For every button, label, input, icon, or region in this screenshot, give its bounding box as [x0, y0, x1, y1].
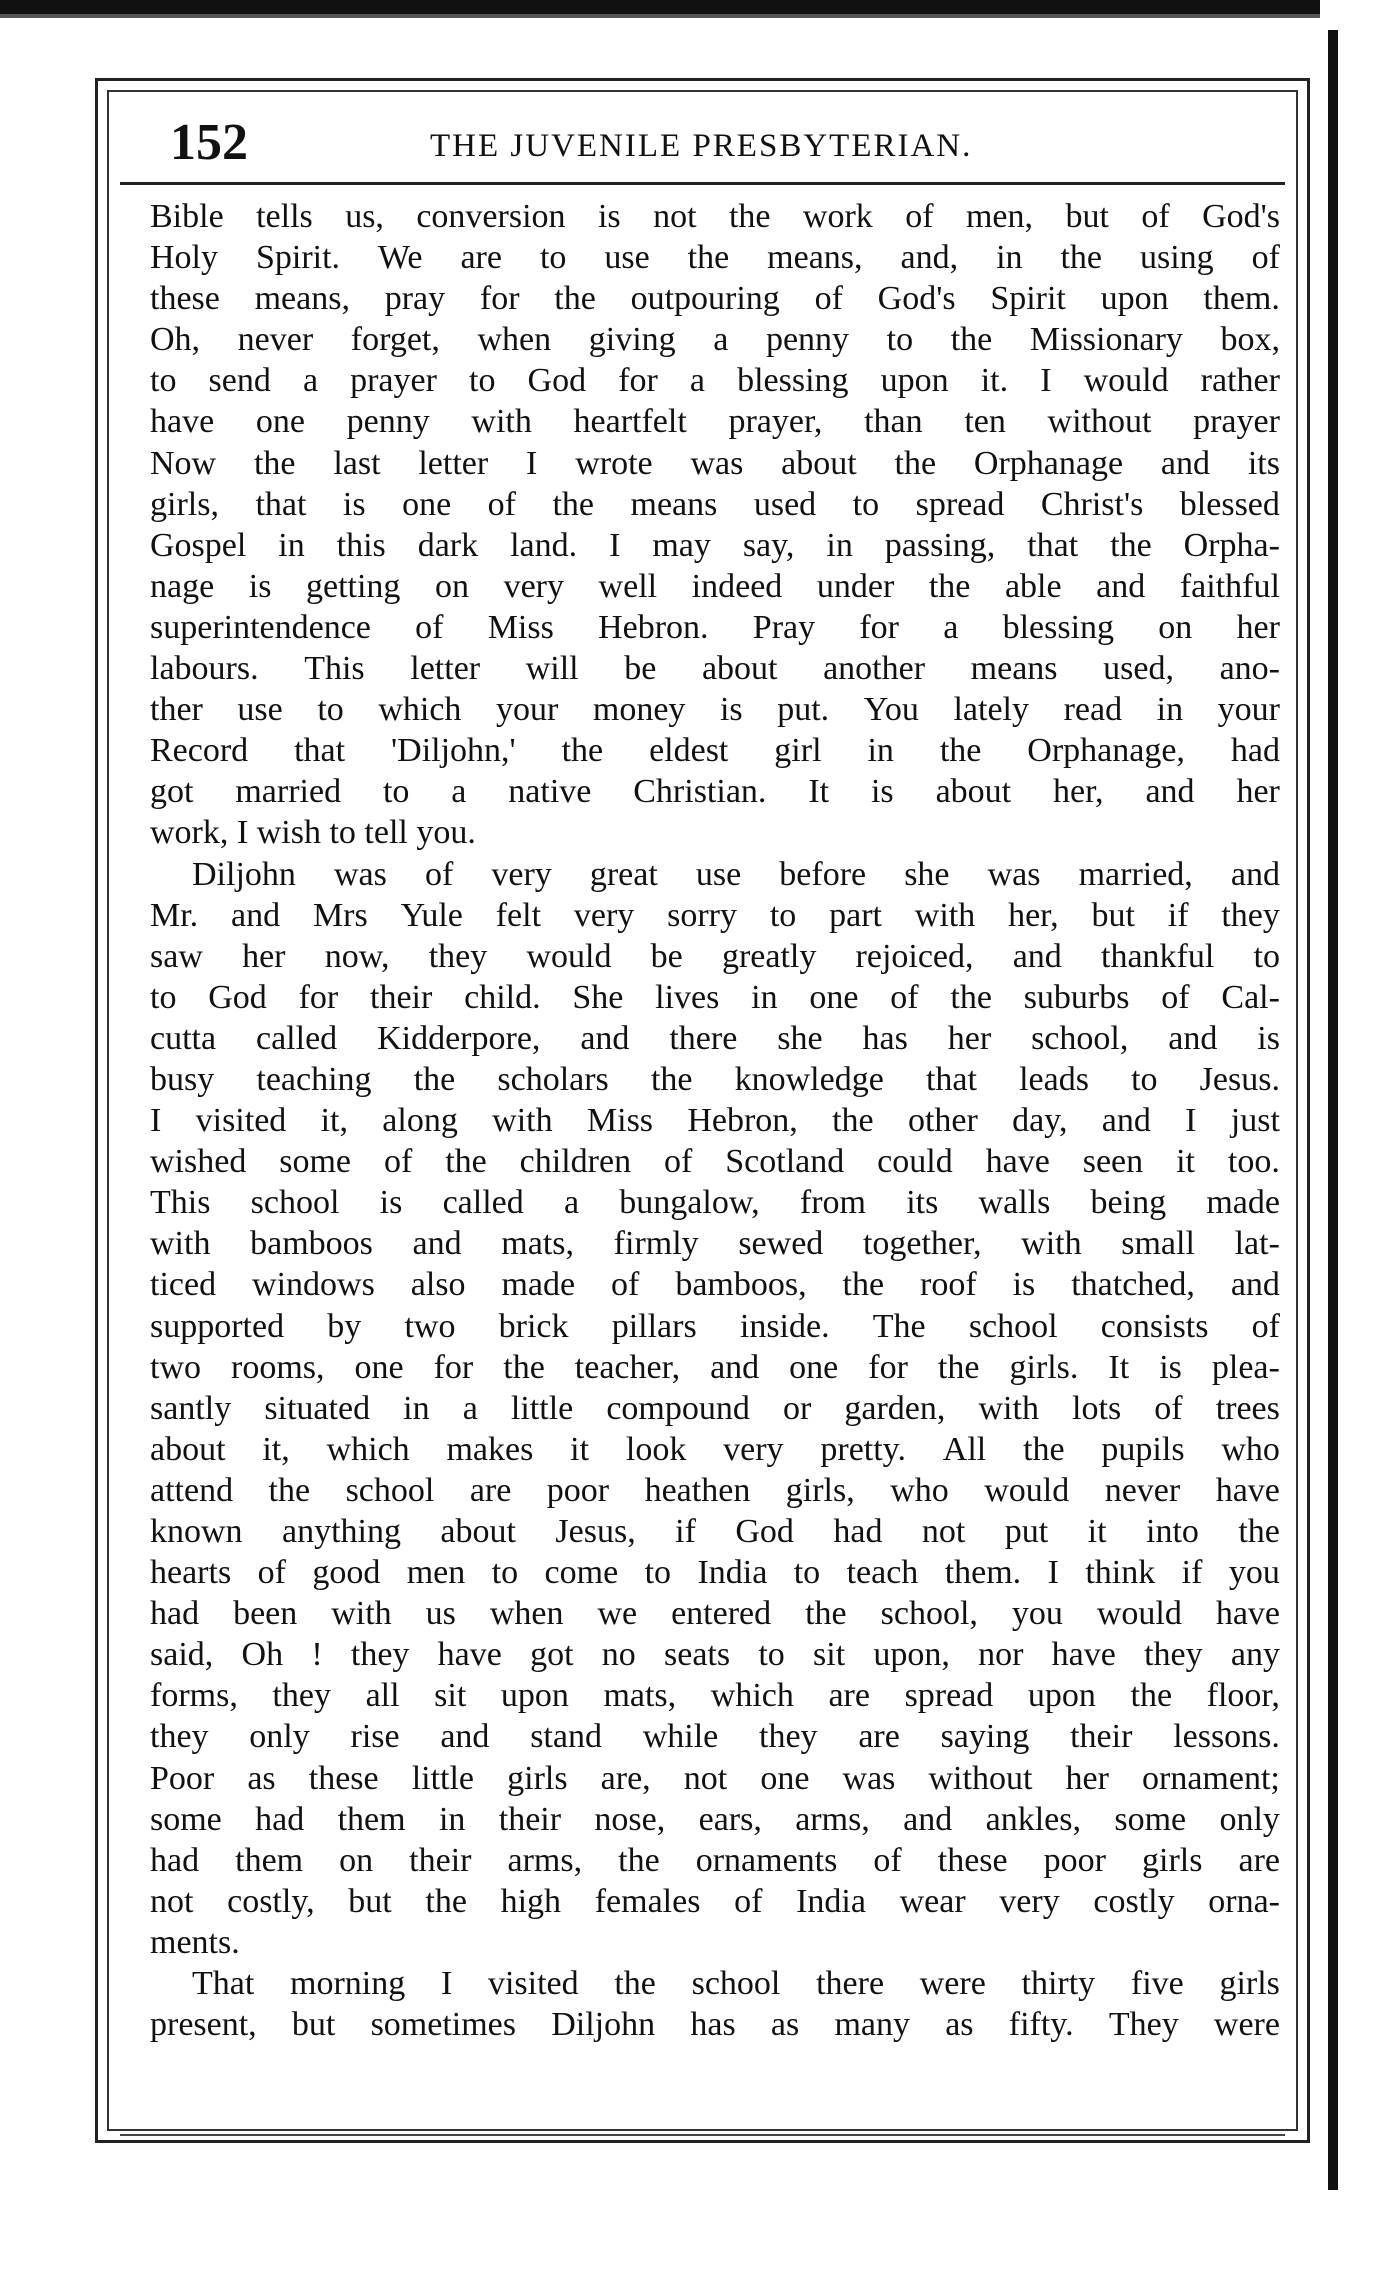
text-line: two rooms, one for the teacher, and one for the girls. It is plea- [150, 1348, 1280, 1386]
text-line: said, Oh ! they have got no seats to sit upon, nor have they any [150, 1636, 1280, 1674]
text-line: supported by two brick pillars inside. The school consists of [150, 1307, 1280, 1345]
scan-edge-right [1328, 30, 1338, 2190]
text-line: hearts of good men to come to India to teach them. I think if you [150, 1554, 1280, 1592]
text-line: some had them in their nose, ears, arms, and ankles, some only [150, 1800, 1280, 1838]
footer-rule [120, 2134, 1285, 2136]
text-line: girls, that is one of the means used to spread Christ's blessed [150, 485, 1280, 523]
text-line: Diljohn was of very great use before she was married, and [192, 855, 1280, 893]
text-line: to send a prayer to God for a blessing upon it. I would rather [150, 362, 1280, 400]
text-line: santly situated in a little compound or garden, with lots of trees [150, 1389, 1280, 1427]
text-line: That morning I visited the school there were thirty five girls [192, 1965, 1280, 2003]
text-line: present, but sometimes Diljohn has as many as fifty. They were [150, 2006, 1280, 2044]
text-line: superintendence of Miss Hebron. Pray for a blessing on her [150, 608, 1280, 646]
article-body [150, 196, 1280, 2045]
text-line: got married to a native Christian. It is about her, and her [150, 773, 1280, 811]
text-line: not costly, but the high females of India wear very costly orna- [150, 1882, 1280, 1920]
text-line: cutta called Kidderpore, and there she has her school, and is [150, 1019, 1280, 1057]
text-line: had been with us when we entered the school, you would have [150, 1595, 1280, 1633]
text-line: these means, pray for the outpouring of God's Spirit upon them. [150, 280, 1280, 318]
text-line: forms, they all sit upon mats, which are spread upon the floor, [150, 1677, 1280, 1715]
running-title: THE JUVENILE PRESBYTERIAN. [430, 128, 973, 164]
text-line: nage is getting on very well indeed under the able and faithful [150, 567, 1280, 605]
text-line: Now the last letter I wrote was about the Orphanage and its [150, 444, 1280, 482]
text-line: they only rise and stand while they are saying their lessons. [150, 1718, 1280, 1756]
text-line: have one penny with heartfelt prayer, than ten without prayer [150, 403, 1280, 441]
text-line: with bamboos and mats, firmly sewed together, with small lat- [150, 1225, 1280, 1263]
page-number: 152 [170, 114, 248, 171]
text-line: to God for their child. She lives in one of the suburbs of Cal- [150, 978, 1280, 1016]
text-line: attend the school are poor heathen girls, who would never have [150, 1471, 1280, 1509]
text-line: busy teaching the scholars the knowledge that leads to Jesus. [150, 1060, 1280, 1098]
text-line: ticed windows also made of bamboos, the roof is thatched, and [150, 1266, 1280, 1304]
text-line: This school is called a bungalow, from its walls being made [150, 1184, 1280, 1222]
text-line: Poor as these little girls are, not one was without her ornament; [150, 1759, 1280, 1797]
header-rule [120, 182, 1285, 185]
text-line: Mr. and Mrs Yule felt very sorry to part with her, but if they [150, 896, 1280, 934]
text-line: had them on their arms, the ornaments of these poor girls are [150, 1841, 1280, 1879]
text-line: labours. This letter will be about another means used, ano- [150, 650, 1280, 688]
text-line: saw her now, they would be greatly rejoiced, and thankful to [150, 937, 1280, 975]
text-line: Holy Spirit. We are to use the means, and, in the using of [150, 239, 1280, 277]
text-line: Oh, never forget, when giving a penny to the Missionary box, [150, 321, 1280, 359]
text-line: Bible tells us, conversion is not the work of men, but of God's [150, 198, 1280, 235]
scan-edge-top [0, 0, 1320, 14]
text-line: ther use to which your money is put. You lately read in your [150, 691, 1280, 729]
text-line: Record that 'Diljohn,' the eldest girl in the Orphanage, had [150, 732, 1280, 770]
text-line: about it, which makes it look very pretty. All the pupils who [150, 1430, 1280, 1468]
text-line: known anything about Jesus, if God had not put it into the [150, 1513, 1280, 1550]
text-line: I visited it, along with Miss Hebron, the other day, and I just [150, 1102, 1280, 1140]
text-line: work, I wish to tell you. [150, 814, 476, 852]
text-line: wished some of the children of Scotland could have seen it too. [150, 1143, 1280, 1181]
text-line: Gospel in this dark land. I may say, in passing, that the Orpha- [150, 526, 1280, 564]
scan-edge-top-shadow [0, 14, 1320, 18]
text-line: ments. [150, 1923, 240, 1961]
